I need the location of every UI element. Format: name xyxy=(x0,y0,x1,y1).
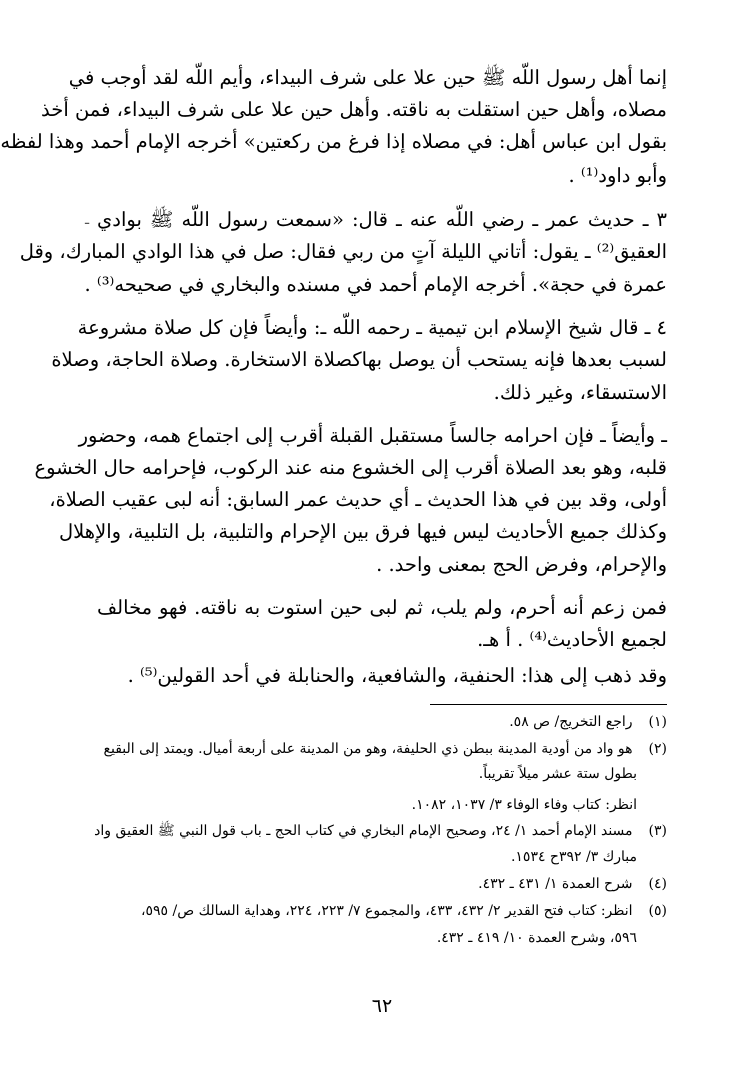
footnote-continuation: ٥٩٦، وشرح العمدة ١٠/ ٤١٩ ـ ٤٣٢. xyxy=(436,930,637,946)
body-line: بقول ابن عباس أهل: في مصلاه إذا فرغ من ركعتين» أخرجه الإمام أحمد وهذا لفظه xyxy=(0,130,667,153)
footnote-text: هو واد من أودية المدينة ببطن ذي الحليفة، وهو من المدينة على أربعة أميال. ويمتد إلى البقيع xyxy=(103,741,633,757)
footnote-divider xyxy=(430,704,667,705)
body-line: لجميع الأحاديث⁽⁴⁾ . أ هـ. xyxy=(477,628,667,651)
body-line: وأبو داود⁽¹⁾ . xyxy=(568,164,667,187)
footnote xyxy=(94,819,667,843)
page-number: ٦٢ xyxy=(371,995,393,1017)
footnote-text: شرح العمدة ١/ ٤٣١ ـ ٤٣٢. xyxy=(478,876,633,892)
body-line: ٤ ـ قال شيخ الإسلام ابن تيمية ـ رحمه اللّه ـ: وأيضاً فإن كل صلاة مشروعة xyxy=(77,316,667,339)
footnote-number: (٤) xyxy=(648,876,667,892)
footnote-number: (١) xyxy=(648,714,667,730)
body-line: إنما أهل رسول اللّه ﷺ حين علا على شرف البيداء، وأيم اللّه لقد أوجب في xyxy=(68,66,667,89)
footnote xyxy=(97,737,667,761)
footnote-text: انظر: كتاب فتح القدير ٢/ ٤٣٢، ٤٣٣، والمجموع ٧/ ٢٢٣، ٢٢٤، وهداية السالك ص/ ٥٩٥، xyxy=(140,903,633,919)
body-line: ـ وأيضاً ـ فإن احرامه جالساً مستقبل القبلة أقرب إلى اجتماع همه، وحضور xyxy=(78,424,667,447)
footnote-number: (٥) xyxy=(648,903,667,919)
body-line: أولى، وقد بين في هذا الحديث ـ أي حديث عمر السابق: أنه لبى عقيب الصلاة، xyxy=(49,488,667,511)
body-line: عمرة في حجة». أخرجه الإمام أحمد في مسنده والبخاري في صحيحه⁽³⁾ . xyxy=(84,273,667,296)
footnote-text: مسند الإمام أحمد ١/ ٢٤، وصحيح الإمام البخاري في كتاب الحج ـ باب قول النبي ﷺ العقيق واد xyxy=(94,823,633,839)
body-line: وقد ذهب إلى هذا: الحنفية، والشافعية، والحنابلة في أحد القولين⁽⁵⁾ . xyxy=(127,664,667,687)
body-line: قلبه، وهو بعد الصلاة أقرب إلى الخشوع منه عند الركوب، فإحرامه حال الخشوع xyxy=(34,456,667,479)
body-line: فمن زعم أنه أحرم، ولم يلب، ثم لبى حين استوت به ناقته. فهو مخالف xyxy=(97,596,667,619)
footnote xyxy=(97,899,667,923)
body-line: لسبب بعدها فإنه يستحب أن يوصل بهاكصلاة الاستخارة. وصلاة الحاجة، وصلاة xyxy=(51,348,667,371)
footnote-continuation: مبارك ٣/ ٣٩٢ح ١٥٣٤. xyxy=(510,849,637,865)
footnote xyxy=(97,710,667,734)
body-line: ٣ ـ حديث عمر ـ رضي اللّه عنه ـ قال: «سمعت رسول اللّه ﷺ بوادي xyxy=(97,208,667,231)
footnote-continuation: انظر: كتاب وفاء الوفاء ٣/ ١٠٣٧، ١٠٨٢. xyxy=(411,797,637,813)
margin-mark: ـ xyxy=(85,212,90,228)
body-line: مصلاه، وأهل حين استقلت به ناقته. وأهل حين علا على شرف البيداء، فمن أخذ xyxy=(41,98,667,121)
footnote-number: (٣) xyxy=(648,823,667,839)
footnote-number: (٢) xyxy=(648,741,667,757)
body-line: الاستسقاء، وغير ذلك. xyxy=(493,381,667,404)
body-line: العقيق⁽²⁾ ـ يقول: أتاني الليلة آتٍ من ربي فقال: صل في هذا الوادي المبارك، وقل xyxy=(19,240,667,263)
body-line: وكذلك جميع الأحاديث ليس فيها فرق بين الإحرام والتلبية، بل التلبية، والإهلال xyxy=(59,520,667,543)
footnote-continuation: بطول ستة عشر ميلاً تقريباً. xyxy=(478,766,637,782)
body-line: والإحرام، وفرض الحج بمعنى واحد. . xyxy=(376,553,667,576)
footnote xyxy=(97,872,667,896)
footnote-text: راجع التخريج/ ص ٥٨. xyxy=(509,714,633,730)
